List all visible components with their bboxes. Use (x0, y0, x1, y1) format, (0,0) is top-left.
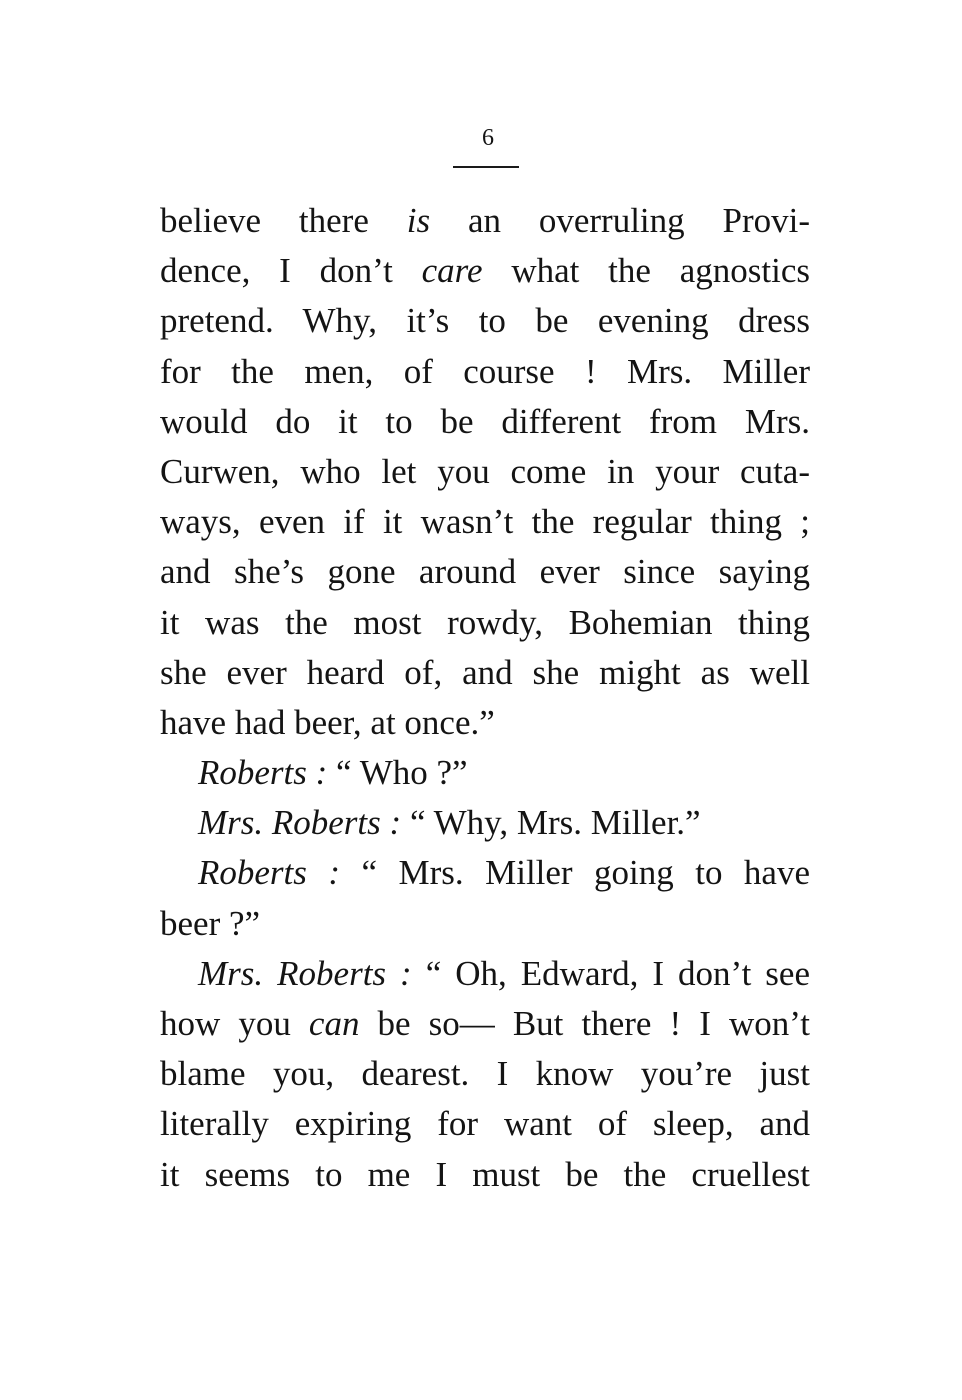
text-line (160, 598, 810, 648)
text-span: beer ?” (160, 903, 261, 943)
text-span: what the agnostics (482, 251, 810, 291)
italic-text: Roberts : (198, 853, 341, 893)
text-line (160, 1099, 810, 1149)
italic-text: Mrs. Roberts : (198, 953, 412, 993)
text-line (160, 547, 810, 597)
text-line (160, 397, 810, 447)
text-line (160, 447, 810, 497)
text-span: be so— But there ! I won’t (359, 1004, 810, 1043)
text-span: literally expiring for want of sleep, and (160, 1104, 810, 1144)
text-span: and she’s gone around ever since saying (160, 552, 810, 592)
body-text (160, 196, 810, 1200)
text-line (160, 798, 810, 848)
text-span: “ Oh, Edward, I don’t see (411, 953, 810, 993)
italic-text: Mrs. Roberts : (198, 803, 402, 843)
text-line (160, 1150, 810, 1200)
italic-text: Roberts : (198, 753, 328, 793)
text-line (160, 246, 810, 296)
text-line (160, 347, 810, 397)
text-span: dence, I don’t (160, 251, 422, 291)
text-line (160, 296, 810, 346)
text-line (160, 497, 810, 547)
text-line (160, 949, 810, 999)
text-span: “ Why, Mrs. Miller.” (401, 803, 701, 843)
text-span: Curwen, who let you come in your cuta- (160, 451, 810, 491)
text-span: would do it to be different from Mrs. (160, 401, 810, 441)
text-span: she ever heard of, and she might as well (160, 652, 810, 692)
text-span: it was the most rowdy, Bohemian thing (160, 602, 810, 642)
italic-text: is (406, 201, 431, 240)
text-span: “ Mrs. Miller going to have (340, 853, 810, 893)
text-span: have had beer, at once.” (160, 702, 495, 742)
text-span: “ Who ?” (327, 753, 468, 793)
text-line (160, 1049, 810, 1099)
text-span: pretend. Why, it’s to be evening dress (160, 301, 810, 341)
text-span: ways, even if it wasn’t the regular thing ; (160, 502, 810, 542)
text-line (160, 848, 810, 898)
text-span: an overruling Provi- (430, 201, 810, 240)
page-number: 6 (482, 125, 494, 151)
text-line (160, 899, 810, 949)
text-span: blame you, dearest. I know you’re just (160, 1054, 810, 1094)
text-span: for the men, of course ! Mrs. Miller (160, 351, 810, 391)
text-line (160, 748, 810, 798)
text-line (160, 648, 810, 698)
header-rule (453, 166, 519, 168)
italic-text: care (421, 251, 483, 291)
text-line (160, 698, 810, 748)
text-line (160, 196, 810, 246)
text-span: how you (160, 1004, 309, 1043)
text-line (160, 999, 810, 1049)
text-span: it seems to me I must be the cruellest (160, 1154, 810, 1194)
text-span: believe there (160, 201, 407, 240)
italic-text: can (308, 1004, 360, 1043)
